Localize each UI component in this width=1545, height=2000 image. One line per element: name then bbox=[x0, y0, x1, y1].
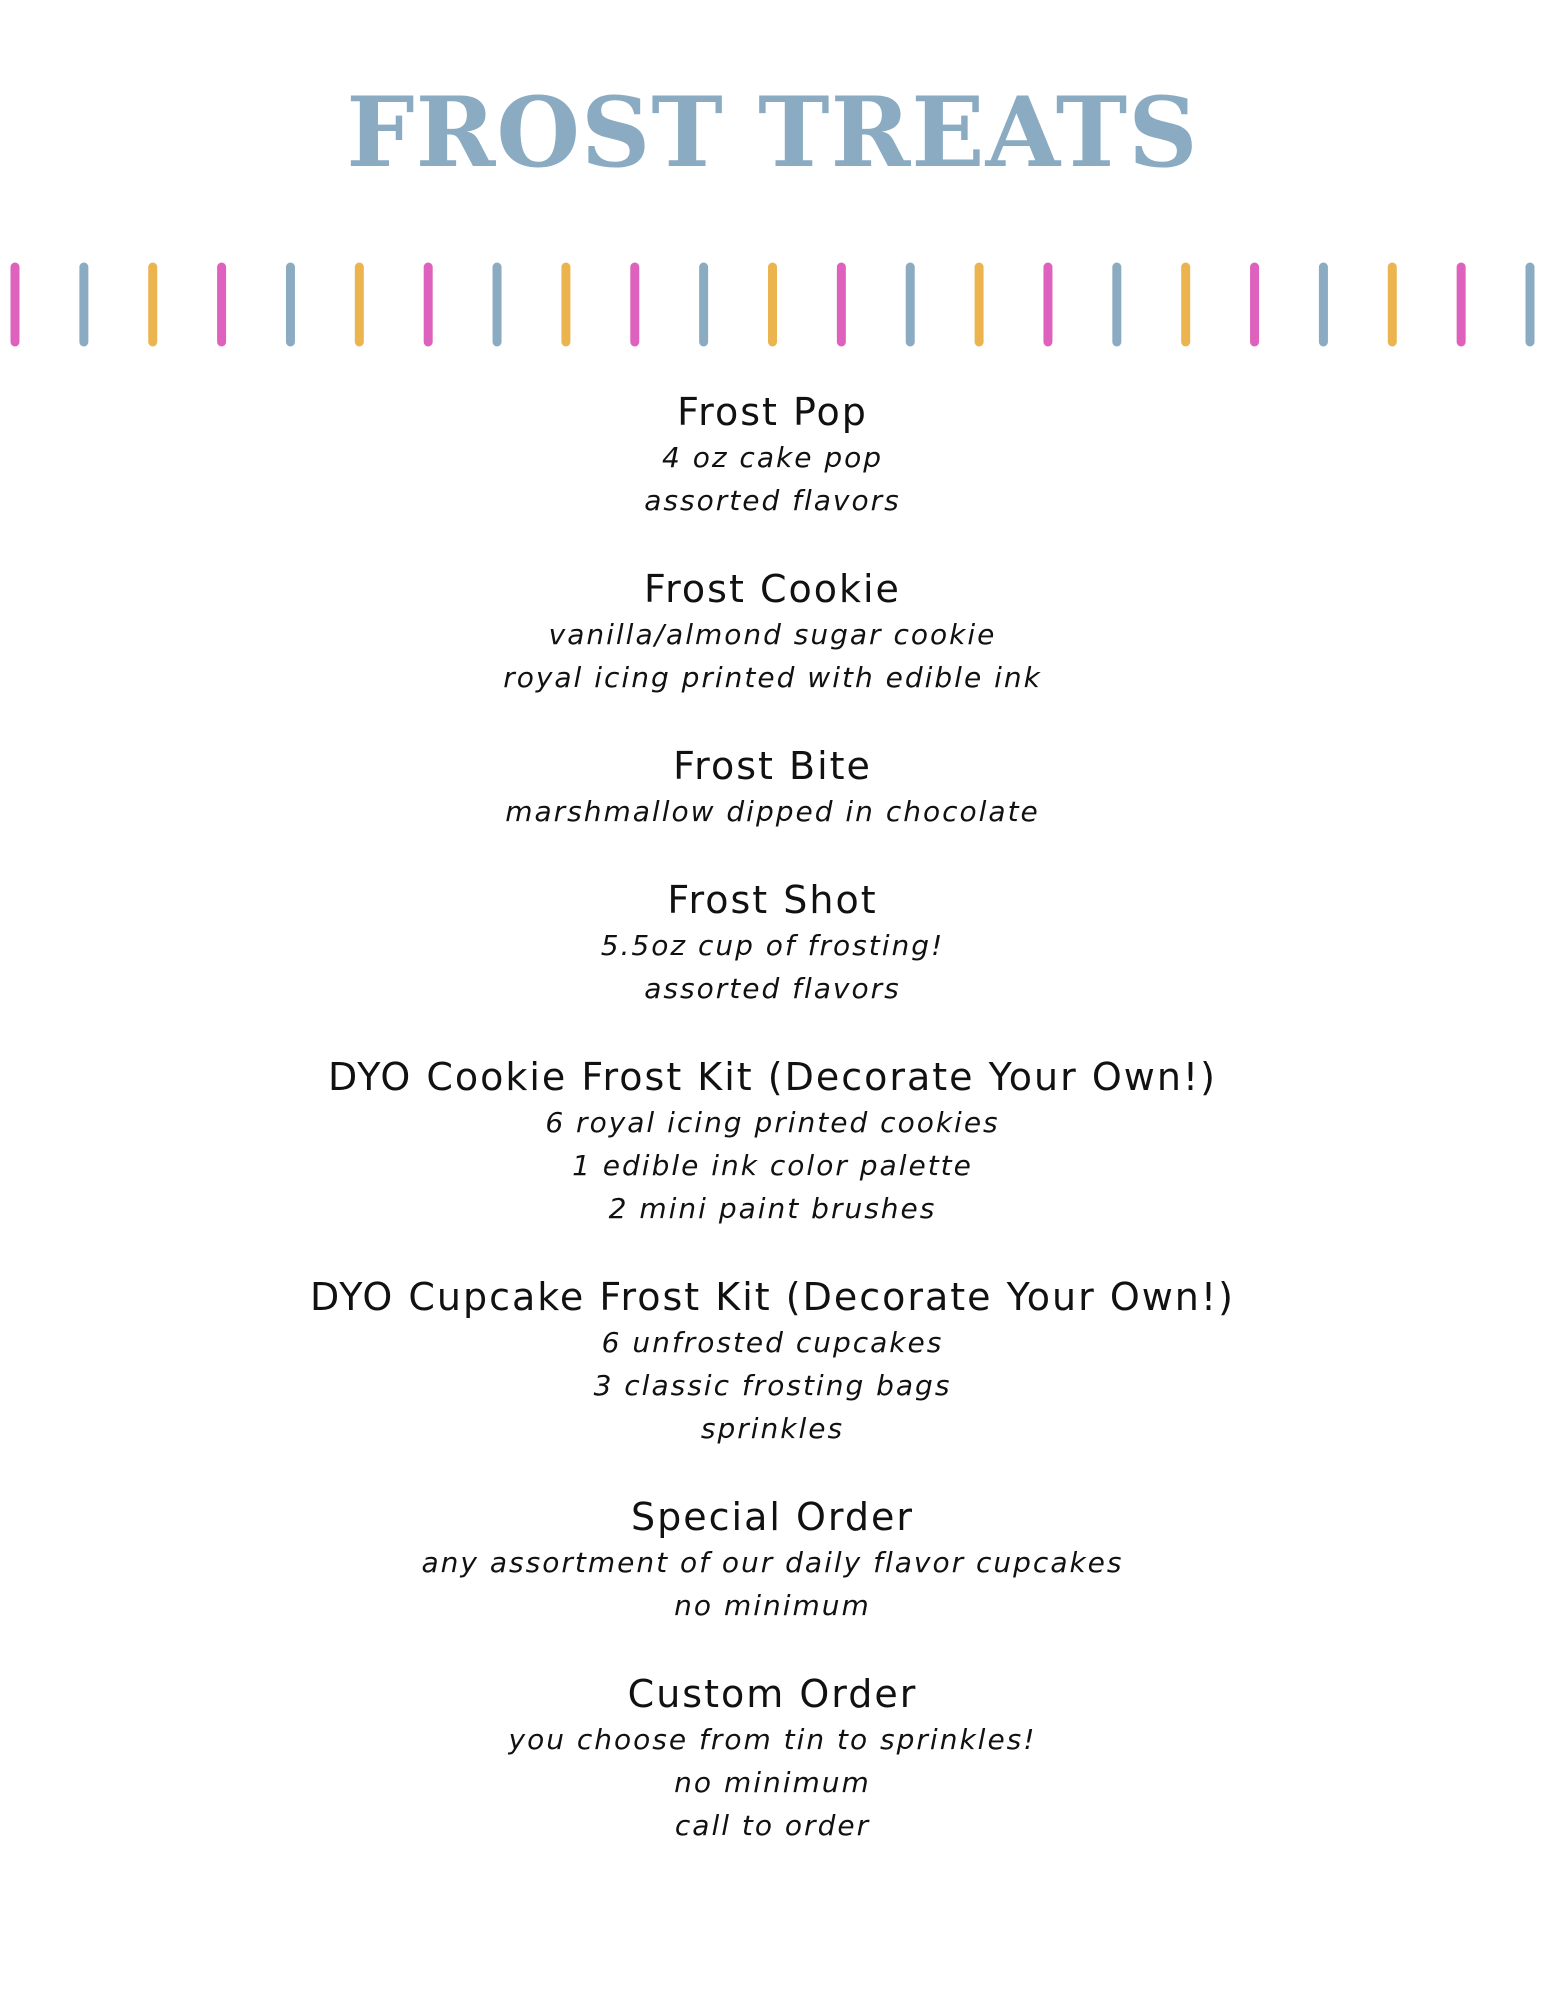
menu-item-name: DYO Cupcake Frost Kit (Decorate Your Own!) bbox=[310, 1275, 1235, 1319]
menu-item-description: marshmallow dipped in chocolate bbox=[505, 795, 1040, 828]
menu-item-name: DYO Cookie Frost Kit (Decorate Your Own!) bbox=[328, 1055, 1217, 1099]
menu-item bbox=[0, 1493, 1545, 1627]
menu-item-description: 6 royal icing printed cookies bbox=[545, 1106, 1000, 1139]
menu-item bbox=[0, 876, 1545, 1010]
menu-item bbox=[0, 742, 1545, 833]
menu-item-description: 2 mini paint brushes bbox=[608, 1192, 937, 1225]
menu-item-description: no minimum bbox=[674, 1766, 871, 1799]
menu-item-description: 1 edible ink color palette bbox=[572, 1149, 973, 1182]
menu-item-name: Frost Shot bbox=[667, 878, 878, 922]
menu-item bbox=[0, 388, 1545, 522]
menu-item-description: call to order bbox=[674, 1809, 871, 1842]
menu-list bbox=[0, 388, 1545, 1890]
page-title: FROST TREATS bbox=[346, 76, 1199, 189]
menu-item-name: Special Order bbox=[631, 1495, 914, 1539]
menu-item-description: 6 unfrosted cupcakes bbox=[601, 1326, 944, 1359]
menu-item-description: 3 classic frosting bags bbox=[593, 1369, 952, 1402]
menu-item-name: Custom Order bbox=[627, 1672, 918, 1716]
menu-item-name: Frost Pop bbox=[677, 390, 868, 434]
menu-item bbox=[0, 1670, 1545, 1847]
menu-item-description: sprinkles bbox=[700, 1412, 845, 1445]
sprinkle-divider bbox=[0, 262, 1545, 352]
menu-item-description: royal icing printed with edible ink bbox=[503, 661, 1042, 694]
menu-item-description: no minimum bbox=[674, 1589, 871, 1622]
menu-item-description: 5.5oz cup of frosting! bbox=[600, 929, 945, 962]
menu-item-description: assorted flavors bbox=[644, 484, 901, 517]
menu-item-description: you choose from tin to sprinkles! bbox=[508, 1723, 1037, 1756]
menu-item-description: 4 oz cake pop bbox=[661, 441, 883, 474]
menu-item-description: assorted flavors bbox=[644, 972, 901, 1005]
menu-item-description: any assortment of our daily flavor cupcakes bbox=[421, 1546, 1124, 1579]
menu-item bbox=[0, 565, 1545, 699]
menu-item-name: Frost Bite bbox=[673, 744, 872, 788]
menu-item-name: Frost Cookie bbox=[644, 567, 901, 611]
menu-item bbox=[0, 1053, 1545, 1230]
menu-item-description: vanilla/almond sugar cookie bbox=[548, 618, 997, 651]
menu-item bbox=[0, 1273, 1545, 1450]
